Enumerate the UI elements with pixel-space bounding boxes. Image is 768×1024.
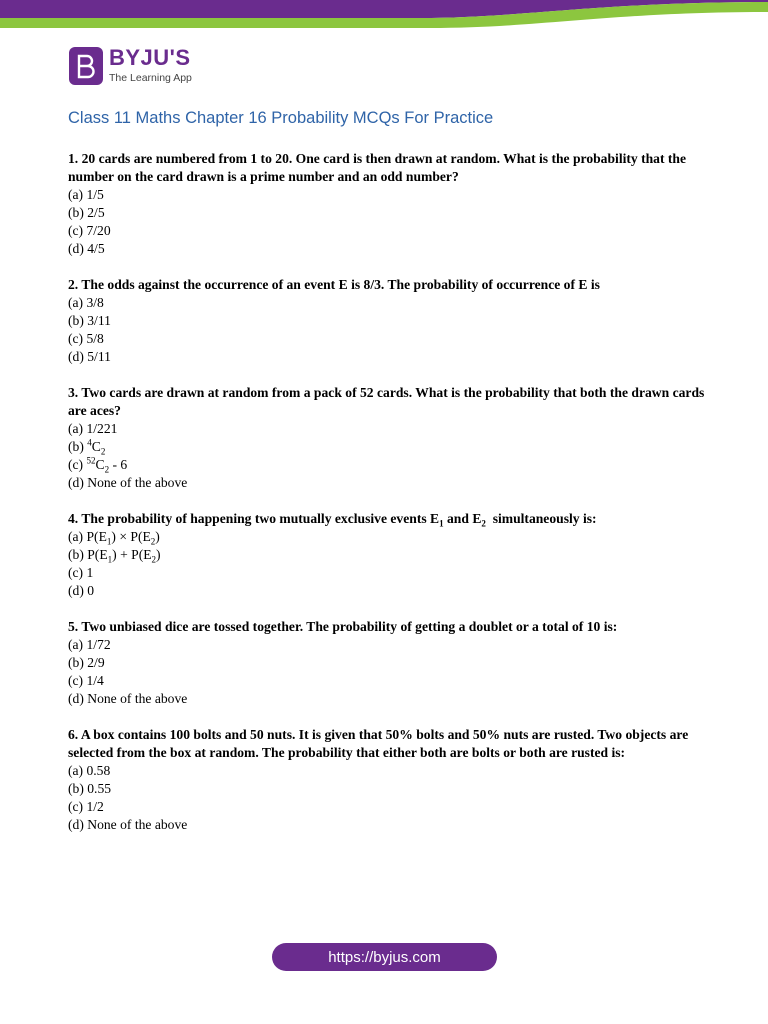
question-text: 2. The odds against the occurrence of an event E is 8/3. The probability of occurrence of E is — [68, 277, 600, 292]
question-text: 3. Two cards are drawn at random from a pack of 52 cards. What is the probability that both the drawn cards are aces? — [68, 385, 705, 418]
option: (b) $P(E_1) + P(E_2)$ — [68, 547, 161, 565]
option: (c) 5/8 — [68, 331, 104, 346]
question-5 — [68, 618, 708, 708]
option: (b) 0.55 — [68, 781, 112, 796]
option: (d) 5/11 — [68, 349, 111, 364]
option: (a) 0.58 — [68, 763, 111, 778]
byjus-logo — [69, 47, 192, 85]
page-title: Class 11 Maths Chapter 16 Probability MCQs For Practice — [68, 109, 494, 127]
question-text: 6. A box contains 100 bolts and 50 nuts. It is given that 50% bolts and 50% nuts are rusted. Two objects are selected from the box at random. The probability that either both are bolts or both are rusted is: — [68, 727, 689, 760]
option: (b) $^4C_2$ — [68, 437, 106, 457]
option: (a) 3/8 — [68, 295, 104, 310]
footer-url-link[interactable]: https://byjus.com — [272, 943, 497, 971]
option: (a) 1/72 — [68, 637, 111, 652]
question-6 — [68, 726, 708, 834]
question-3 — [68, 384, 708, 492]
option: (c) 1/4 — [68, 673, 104, 688]
question-1 — [68, 150, 708, 258]
logo-tagline: The Learning App — [109, 72, 192, 84]
option: (c) $^{52}C_2 - 6$ — [68, 455, 128, 475]
option: (c) 1 — [68, 565, 94, 580]
byjus-logo-icon — [69, 47, 103, 85]
option: (d) 4/5 — [68, 241, 105, 256]
option: (d) 0 — [68, 583, 95, 598]
logo-name: BYJU'S — [109, 45, 191, 70]
question-text: 1. 20 cards are numbered from 1 to 20. One card is then drawn at random. What is the probability that the number on the card drawn is a prime number and an odd number? — [68, 151, 687, 184]
option: (d) None of the above — [68, 475, 188, 490]
option: (d) None of the above — [68, 817, 188, 832]
option: (c) 7/20 — [68, 223, 111, 238]
question-text: 4. The probability of happening two mutually exclusive events $E_1$ and $E_2$ simultaneously is: — [68, 511, 597, 529]
option: (c) 1/2 — [68, 799, 104, 814]
question-2 — [68, 276, 708, 366]
question-4 — [68, 510, 708, 600]
option: (b) 2/5 — [68, 205, 105, 220]
question-text: 5. Two unbiased dice are tossed together. The probability of getting a doublet or a total of 10 is: — [68, 619, 618, 634]
option: (d) None of the above — [68, 691, 188, 706]
option: (a) 1/221 — [68, 421, 118, 436]
question-list — [68, 150, 708, 852]
header-decorative-band — [0, 0, 768, 30]
option: (a) 1/5 — [68, 187, 104, 202]
option: (b) 2/9 — [68, 655, 105, 670]
option: (b) 3/11 — [68, 313, 111, 328]
option: (a) $P(E_1) \times P(E_2)$ — [68, 529, 160, 547]
